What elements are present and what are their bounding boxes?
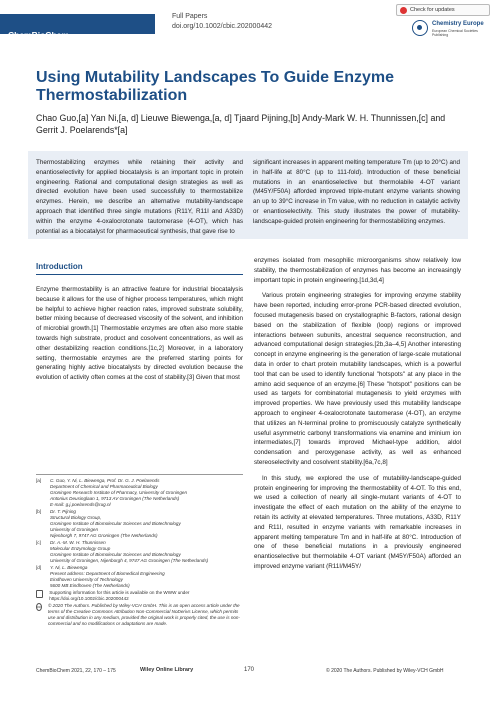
check-updates-label: Check for updates [410,7,455,13]
crossmark-icon [400,7,407,14]
article-title: Using Mutability Landscapes To Guide Enzyme Thermostabilization [36,69,394,104]
article-type: Full Papers [172,13,208,20]
abstract-left: Thermostabilizing enzymes while retaining their activity and enantioselectivity for applied biocatalysis is an important topic in protein engineering. Rational and computational design strategies as well as directed evolution have been used successfully to thermostabilize enzymes. Herein, we describe an alternative mutability-landscape approach that identified three single mutations (R11Y, R11I and A33D) within the enzyme 4-oxalocrotonate tautomerase (4-OT), which has potential as a biocatalyst for pharmaceutical synthesis, that gave rise to [36,159,243,235]
page-header [0,0,496,44]
abstract-box [28,151,468,239]
footer-citation: ChemBioChem 2021, 22, 170 – 175 [36,668,116,674]
affiliation-label: [b] [36,509,42,514]
doi-link[interactable]: doi.org/10.1002/cbic.202000442 [172,23,273,30]
affiliation-item [36,478,243,508]
page-footer [36,666,461,678]
affiliation-item [36,565,243,589]
affiliation-label: [a] [36,478,42,483]
affiliation-item [36,540,243,564]
page-number: 170 [244,667,255,673]
right-paragraph-3: In this study, we explored the use of mutability-landscape-guided protein engineering for improving the thermostability of 4-OT. To this end, we used a collection of nearly all single-mutant variants of 4-OT to investigate the effect of each mutation on the ability of the enzyme to retain its activity at elevated temperatures. Three mutations, A33D, R11Y and R11I, resulted in enzyme variants with remarkable increases in apparent melting temperature Tm and in half-life at 80°C. Introduction of one of these beneficial mutations in a previously engineered enantioselective but thermolabile 4-OT variant (M45Y/F50A) afforded an improved enzyme variant (R11I/M45Y/ [254,474,461,570]
right-paragraph-1: enzymes isolated from mesophilic microorganisms show relatively low stability, the thermostabilization of enzymes has become an increasingly important topic in protein engineering.[1d,3d,4] [254,257,461,284]
affiliation-label: [c] [36,540,41,545]
creative-commons-icon: cc [37,604,41,609]
supporting-info-text[interactable]: Supporting information for this article is available on the WWW under https://doi.org/10.1002/cbic.202000442 [49,590,190,601]
supporting-info [36,590,243,602]
affiliation-text: Y. Ni, L. Biewenga Present address: Department of Biomedical Engineering Eindhoven University of Technology 5600 MB Eindhoven (The Netherlands) [50,565,165,588]
license-note [36,603,243,627]
abstract-right: significant increases in apparent melting temperature Tm (up to 20°C) and in half-life at 80°C (up to 111-fold). Introduction of these beneficial mutations in an enantioselective but thermolabile 4-OT variant (M45Y/F50A) afforded improved triple-mutant enzyme variants showing an up to 39°C increase in Tm value, with no reduction in catalytic activity or enantioselectivity. This study illustrates the power of mutability-landscape-guided protein engineering for thermostabilizing enzymes. [253,159,460,225]
affiliation-text: Dr. T. Pijning Structural Biology Group, Groningen Institute of Biomolecular Sciences and Biotechnology University of Groningen Nijenborgh 7, 9747 AG Groningen (The Netherlands) [50,509,181,538]
footer-copyright: © 2020 The Authors. Published by Wiley-VCH GmbH [326,668,444,674]
affiliation-text: Dr. A.-M. W. H. Thunnissen Molecular Enzymology Group Groningen Institute of Biomolecular Sciences and Biotechnology University of Groningen, Nijenborgh 4, 9747 AG Groningen (The Netherlands) [50,540,209,563]
publisher-subtitle: European Chemical Societies Publishing [432,29,478,37]
publisher-logo [412,18,492,40]
wiley-online-library-link[interactable]: Wiley Online Library [140,667,194,673]
license-text: © 2020 The Authors. Published by Wiley-VCH GmbH. This is an open access article under the terms of the Creative Commons Attribution Non-Commercial NoDerivs License, which permits use and distribution in any medium, provided the original work is properly cited, the use is non-commercial and no modifications or adaptations are made. [48,603,241,626]
supporting-info-icon [36,590,43,598]
affiliation-item [36,509,243,539]
check-updates-button[interactable] [396,4,490,16]
section-heading: Introduction [36,262,243,275]
journal-banner [0,14,155,40]
affiliation-text: C. Guo, Y. Ni, L. Biewenga, Prof. Dr. G. J. Poelarends Department of Chemical and Pharmaceutical Biology Groningen Research Institute of Pharmacy, University of Groningen Antonius Deusinglaan 1, 9713 AV Groningen (The Netherlands) E-mail: g.j.poelarends@rug.nl [50,478,188,507]
chemistry-europe-icon [412,20,428,36]
affiliation-label: [d] [36,565,42,570]
author-list: Chao Guo,[a] Yan Ni,[a, d] Lieuwe Biewenga,[a, d] Tjaard Pijning,[b] Andy-Mark W. H. Thunnissen,[c] and Gerrit J. Poelarends*[a] [36,113,446,135]
right-column [254,256,461,578]
intro-paragraph: Enzyme thermostability is an attractive feature for industrial biocatalysis because it allows for the use of higher process temperatures, which might be helpful to achieve higher reaction rates, improved substrate solubility, better mixing because of decreased viscosity of the solvent, and inhibition of microbial growth.[1] Thermostable enzymes are often also more stable towards high substrate, product and cosolvent concentrations, as well as other destabilizing reaction conditions.[1c,2] Moreover, in a laboratory setting, thermostable enzymes are the preferred starting points for generating highly active biocatalysts by directed evolution because the evolution of activity often comes at the cost of stability.[3] Given that most [36,286,243,382]
publisher-name: Chemistry Europe [432,21,484,27]
right-paragraph-2: Various protein engineering strategies for improving enzyme stability have been reported, including error-prone PCR-based directed evolution, focused mutagenesis based on crystallographic B-factors, rational design based on the stabilization of flexible (loop) regions or improved interactions between subunits, ancestral sequence reconstruction, and advanced computational design strategies.[2b,3a–4,5] Another interesting concept in enzyme engineering is the generation of large-scale mutational data in order to chart protein mutability landscapes, which is a powerful tool that can be used to identify functional "hotspots" at any place in the amino acid sequence of an enzyme.[6] These "hotspot" positions can be used as targets for combinatorial mutagenesis to yield enzymes with improved properties. We have previously used this mutability landscape approach to engineer 4-oxalocrotonate tautomerase (4-OT), an enzyme that utilizes an N-terminal proline to promiscuously catalyze synthetically useful asymmetric carbonyl transformations via enamine and iminium ion intermediates,[7] towards improved Michael-type addition, aldol condensation and peroxygenase activity, as well as enhanced stereoselectivity and cosolvent stability.[6a,7c,8] [254,292,461,466]
affiliations [36,474,243,628]
journal-name: ChemBioChem [8,30,69,40]
